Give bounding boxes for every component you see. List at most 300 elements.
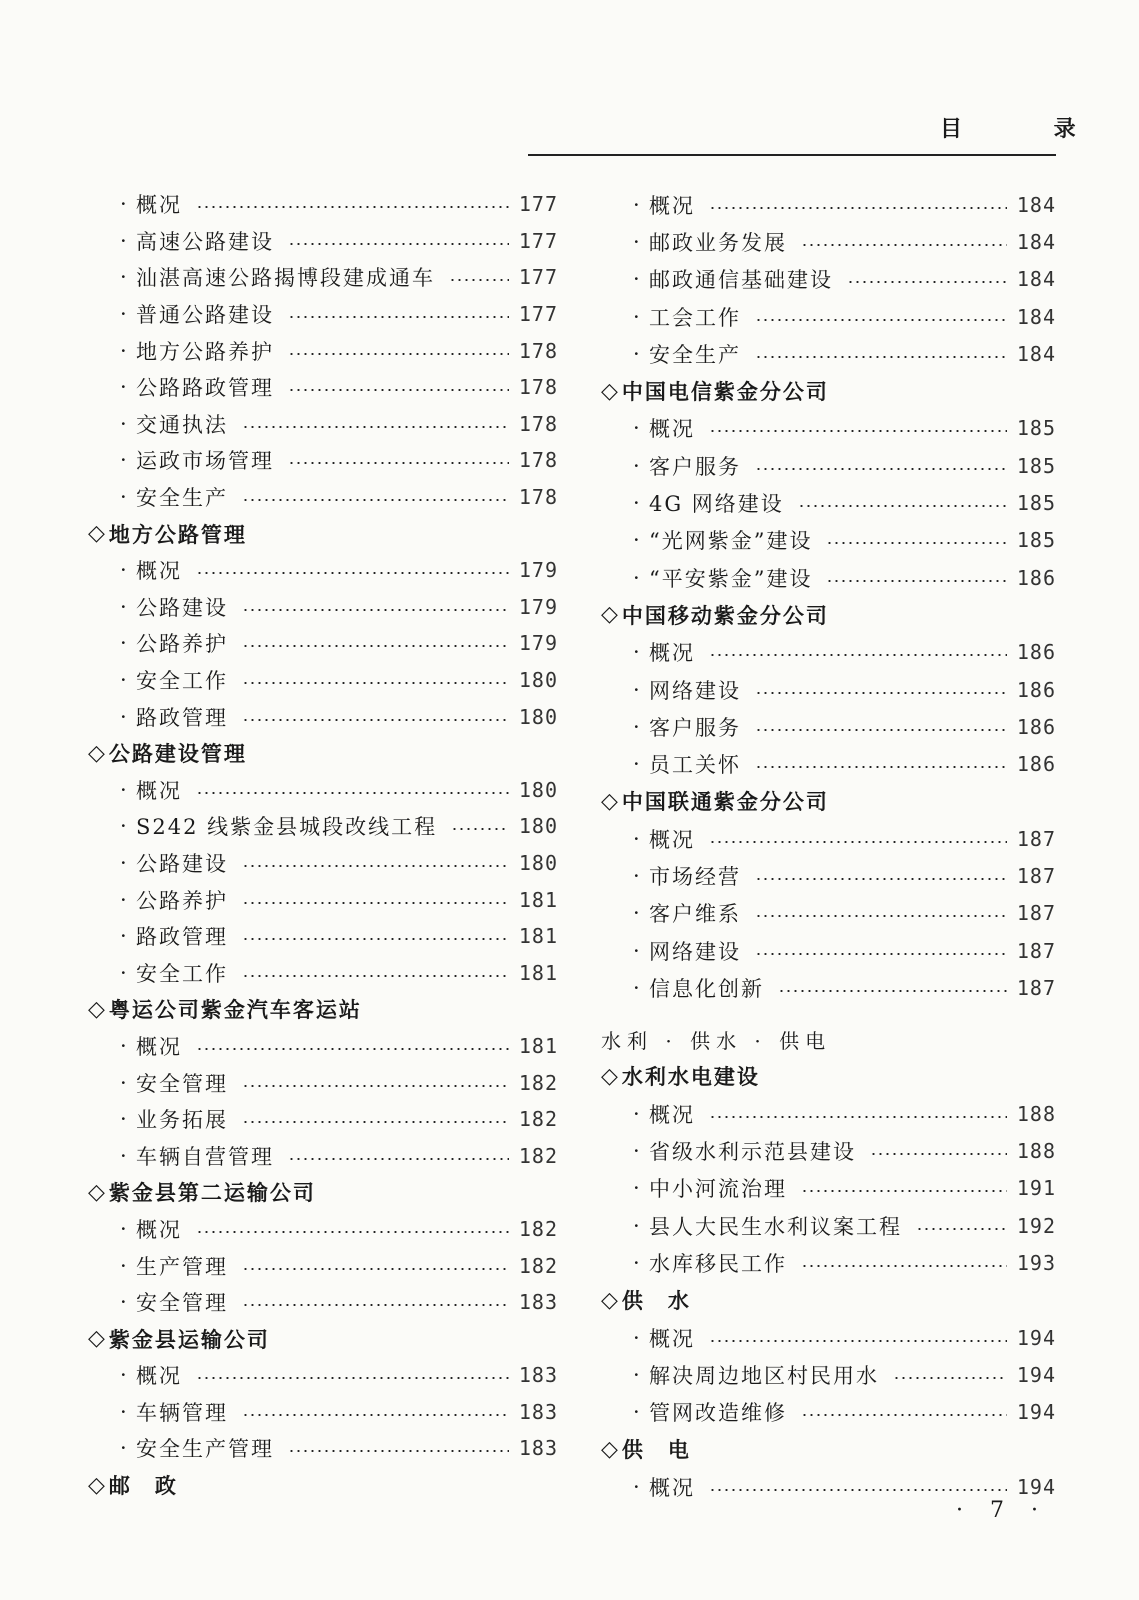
bullet-icon: · — [633, 1250, 640, 1275]
dot-leader — [755, 729, 1007, 731]
dot-leader — [755, 692, 1007, 694]
dot-leader — [242, 1268, 509, 1270]
dot-leader — [778, 990, 1007, 992]
toc-entry-page: 194 — [1016, 1474, 1056, 1499]
toc-entry-page: 187 — [1016, 901, 1056, 926]
toc-entry[interactable] — [88, 698, 558, 735]
toc-section-label: 邮 政 — [108, 1474, 178, 1499]
bullet-icon: · — [120, 1143, 127, 1168]
diamond-icon: ◇ — [88, 740, 107, 766]
toc-entry[interactable] — [88, 954, 558, 991]
bullet-icon: · — [120, 558, 127, 583]
toc-entry-page: 187 — [1016, 826, 1056, 851]
toc-entry-label: 普通公路建设 — [136, 303, 274, 328]
toc-entry[interactable] — [601, 1095, 1056, 1132]
toc-entry-label: 网络建设 — [649, 939, 741, 964]
toc-entry-page: 182 — [518, 1107, 558, 1132]
toc-entry[interactable] — [88, 1028, 558, 1065]
toc-entry-label: 客户服务 — [649, 715, 741, 740]
toc-entry[interactable] — [601, 708, 1056, 745]
bullet-icon: · — [633, 752, 640, 777]
bullet-icon: · — [120, 338, 127, 363]
toc-entry[interactable] — [601, 932, 1056, 969]
dot-leader — [801, 244, 1007, 246]
toc-entry[interactable] — [88, 918, 558, 955]
toc-entry[interactable] — [601, 447, 1056, 484]
toc-entry-page: 180 — [518, 777, 558, 802]
toc-entry[interactable] — [601, 484, 1056, 521]
toc-entry-page: 178 — [518, 411, 558, 436]
toc-entry-page: 192 — [1016, 1213, 1056, 1238]
toc-entry-page: 188 — [1016, 1139, 1056, 1164]
dot-leader — [242, 938, 509, 940]
dot-leader — [196, 1048, 509, 1050]
dot-leader — [826, 580, 1006, 582]
bullet-icon: · — [633, 1101, 640, 1126]
toc-entry-label: 概况 — [649, 193, 695, 218]
toc-section-label: 供 电 — [621, 1438, 691, 1463]
toc-section-label: 公路建设管理 — [108, 742, 247, 767]
toc-section-label: 紫金县第二运输公司 — [108, 1181, 316, 1206]
dot-leader — [893, 1377, 1007, 1379]
toc-entry-label: 县人大民生水利议案工程 — [649, 1214, 902, 1239]
toc-entry-label: 概况 — [649, 417, 695, 442]
toc-entry[interactable] — [88, 296, 558, 333]
dot-leader — [242, 1304, 509, 1306]
toc-entry-label: 公路养护 — [136, 632, 228, 657]
bullet-icon: · — [120, 1290, 127, 1315]
bullet-icon: · — [120, 1253, 127, 1278]
bullet-icon: · — [633, 1139, 640, 1164]
toc-section-heading[interactable] — [601, 1058, 1056, 1095]
toc-entry[interactable] — [88, 1064, 558, 1101]
toc-entry-page: 186 — [1016, 640, 1056, 665]
dot-leader — [709, 207, 1007, 209]
toc-section-label: 水利水电建设 — [621, 1065, 760, 1090]
toc-entry-page: 184 — [1016, 304, 1056, 329]
toc-entry-label: 概况 — [136, 1364, 182, 1389]
dot-leader — [196, 206, 509, 208]
toc-entry[interactable] — [88, 369, 558, 406]
toc-entry[interactable] — [88, 625, 558, 662]
bullet-icon: · — [120, 1363, 127, 1388]
dot-leader — [196, 792, 509, 794]
bullet-icon: · — [120, 302, 127, 327]
bullet-icon: · — [633, 565, 640, 590]
toc-section-heading[interactable] — [601, 596, 1056, 633]
dot-leader — [242, 645, 509, 647]
toc-entry-page: 183 — [518, 1363, 558, 1388]
toc-entry-label: 公路建设 — [136, 851, 228, 876]
toc-entry-label: 概况 — [649, 1102, 695, 1127]
toc-entry-page: 180 — [518, 704, 558, 729]
bullet-icon: · — [120, 668, 127, 693]
toc-section-heading[interactable] — [88, 515, 558, 552]
toc-entry-label: 高速公路建设 — [136, 229, 274, 254]
bullet-icon: · — [120, 814, 127, 839]
bullet-icon: · — [120, 850, 127, 875]
toc-entry-label: 概况 — [649, 1475, 695, 1500]
toc-entry-page: 185 — [1016, 453, 1056, 478]
toc-entry-label: 4G 网络建设 — [649, 492, 784, 517]
bullet-icon: · — [120, 704, 127, 729]
dot-leader — [242, 719, 509, 721]
bullet-icon: · — [120, 960, 127, 985]
toc-entry-label: 概况 — [649, 641, 695, 666]
toc-section-label: 紫金县运输公司 — [108, 1327, 270, 1352]
dot-leader — [288, 462, 509, 464]
toc-entry-page: 180 — [518, 668, 558, 693]
bullet-icon: · — [120, 1033, 127, 1058]
toc-entry-label: “光网紫金”建设 — [649, 529, 813, 554]
dot-leader — [288, 1158, 509, 1160]
dot-leader — [755, 319, 1007, 321]
dot-leader — [801, 1414, 1007, 1416]
bullet-icon: · — [120, 411, 127, 436]
diamond-icon: ◇ — [88, 1179, 107, 1205]
bullet-icon: · — [120, 1107, 127, 1132]
dot-leader — [798, 505, 1007, 507]
diamond-icon: ◇ — [601, 1436, 620, 1462]
toc-entry-label: 管网改造维修 — [649, 1401, 787, 1426]
page-number: · 7 · — [956, 1498, 1048, 1523]
dot-leader — [755, 356, 1007, 358]
bullet-icon: · — [120, 594, 127, 619]
toc-entry[interactable] — [88, 808, 558, 845]
bullet-icon: · — [120, 448, 127, 473]
toc-section-heading[interactable] — [88, 1467, 558, 1504]
toc-entry-page: 181 — [518, 1033, 558, 1058]
dot-leader — [449, 279, 509, 281]
dot-leader — [288, 1450, 509, 1452]
toc-entry-label: 路政管理 — [136, 705, 228, 730]
toc-entry[interactable] — [601, 1319, 1056, 1356]
bullet-icon: · — [120, 192, 127, 217]
toc-entry-page: 182 — [518, 1070, 558, 1095]
dot-leader — [709, 1489, 1007, 1491]
toc-entry-label: 安全管理 — [136, 1071, 228, 1096]
toc-entry-page: 179 — [518, 558, 558, 583]
dot-leader — [916, 1228, 1007, 1230]
toc-section-heading[interactable] — [88, 991, 558, 1028]
toc-entry-page: 191 — [1016, 1176, 1056, 1201]
bullet-icon: · — [120, 777, 127, 802]
toc-entry[interactable] — [88, 881, 558, 918]
toc-entry[interactable] — [88, 479, 558, 516]
dot-leader — [847, 281, 1007, 283]
dot-leader — [801, 1190, 1007, 1192]
toc-section-heading[interactable] — [88, 1320, 558, 1357]
dot-leader — [288, 353, 509, 355]
toc-entry-page: 184 — [1016, 267, 1056, 292]
toc-entry-label: 信息化创新 — [649, 976, 764, 1001]
toc-entry-label: 路政管理 — [136, 925, 228, 950]
diamond-icon: ◇ — [88, 521, 107, 547]
dot-leader — [709, 654, 1007, 656]
toc-section-heading[interactable] — [601, 1282, 1056, 1319]
header-rule — [528, 154, 1056, 156]
toc-entry[interactable] — [601, 1356, 1056, 1393]
toc-entry[interactable] — [88, 223, 558, 260]
toc-entry[interactable] — [601, 1170, 1056, 1207]
toc-entry-page: 181 — [518, 887, 558, 912]
diamond-icon: ◇ — [601, 378, 620, 404]
toc-entry[interactable] — [88, 1357, 558, 1394]
toc-entry[interactable] — [88, 1101, 558, 1138]
toc-section-label: 粤运公司紫金汽车客运站 — [108, 998, 362, 1023]
toc-category-heading: 水利 · 供水 · 供电 — [601, 1028, 832, 1053]
bullet-icon: · — [633, 1213, 640, 1238]
toc-entry-page: 185 — [1016, 491, 1056, 516]
toc-entry[interactable] — [601, 335, 1056, 372]
toc-entry-page: 186 — [1016, 677, 1056, 702]
dot-leader — [709, 430, 1007, 432]
diamond-icon: ◇ — [601, 788, 620, 814]
dot-leader — [242, 426, 509, 428]
toc-entry-page: 182 — [518, 1216, 558, 1241]
dot-leader — [755, 878, 1007, 880]
toc-entry-label: 安全生产管理 — [136, 1437, 274, 1462]
toc-entry-page: 186 — [1016, 565, 1056, 590]
toc-section-heading[interactable] — [88, 1174, 558, 1211]
toc-entry-page: 178 — [518, 375, 558, 400]
toc-entry[interactable] — [601, 745, 1056, 782]
toc-entry-label: 概况 — [136, 1217, 182, 1242]
toc-entry[interactable] — [88, 1137, 558, 1174]
dot-leader — [870, 1153, 1007, 1155]
dot-leader — [242, 865, 509, 867]
dot-leader — [196, 1231, 509, 1233]
toc-entry-page: 182 — [518, 1143, 558, 1168]
toc-entry[interactable] — [88, 1394, 558, 1431]
toc-entry[interactable] — [88, 772, 558, 809]
toc-entry-page: 180 — [518, 814, 558, 839]
toc-entry[interactable] — [601, 261, 1056, 298]
toc-entry-page: 179 — [518, 594, 558, 619]
bullet-icon: · — [120, 1399, 127, 1424]
toc-entry-page: 187 — [1016, 975, 1056, 1000]
toc-section-heading[interactable] — [601, 783, 1056, 820]
toc-entry-label: “平安紫金”建设 — [649, 566, 813, 591]
bullet-icon: · — [120, 375, 127, 400]
toc-entry-label: 邮政业务发展 — [649, 230, 787, 255]
toc-entry[interactable] — [88, 845, 558, 882]
dot-leader — [826, 542, 1006, 544]
toc-entry[interactable] — [601, 820, 1056, 857]
toc-entry[interactable] — [88, 186, 558, 223]
toc-section-heading[interactable] — [88, 735, 558, 772]
toc-entry-label: 概况 — [136, 778, 182, 803]
toc-entry[interactable] — [601, 857, 1056, 894]
bullet-icon: · — [120, 1436, 127, 1461]
toc-entry-page: 193 — [1016, 1250, 1056, 1275]
toc-entry-label: 车辆管理 — [136, 1400, 228, 1425]
dot-leader — [242, 1085, 509, 1087]
dot-leader — [709, 1116, 1007, 1118]
toc-entry-label: 安全工作 — [136, 669, 228, 694]
dot-leader — [242, 682, 509, 684]
toc-entry-label: 水库移民工作 — [649, 1251, 787, 1276]
toc-entry-page: 186 — [1016, 714, 1056, 739]
bullet-icon: · — [633, 863, 640, 888]
toc-entry[interactable] — [88, 259, 558, 296]
toc-section-heading[interactable] — [601, 1431, 1056, 1468]
toc-section-label: 供 水 — [621, 1289, 691, 1314]
toc-entry-label: 公路路政管理 — [136, 376, 274, 401]
toc-entry-page: 184 — [1016, 192, 1056, 217]
bullet-icon: · — [633, 640, 640, 665]
toc-entry-label: 生产管理 — [136, 1254, 228, 1279]
diamond-icon: ◇ — [88, 1326, 107, 1352]
bullet-icon: · — [120, 887, 127, 912]
dot-leader — [196, 1377, 509, 1379]
dot-leader — [288, 243, 509, 245]
bullet-icon: · — [633, 341, 640, 366]
bullet-icon: · — [120, 265, 127, 290]
toc-entry-label: 安全管理 — [136, 1291, 228, 1316]
toc-entry[interactable] — [88, 332, 558, 369]
toc-entry[interactable] — [88, 1430, 558, 1467]
bullet-icon: · — [633, 1474, 640, 1499]
toc-entry-label: 概况 — [649, 1326, 695, 1351]
toc-entry[interactable] — [601, 1132, 1056, 1169]
diamond-icon: ◇ — [88, 1472, 107, 1498]
toc-entry[interactable] — [601, 410, 1056, 447]
toc-entry-label: 车辆自营管理 — [136, 1144, 274, 1169]
toc-entry-label: 安全生产 — [649, 342, 741, 367]
toc-entry-label: 安全工作 — [136, 961, 228, 986]
toc-entry[interactable] — [601, 969, 1056, 1006]
toc-entry-page: 185 — [1016, 416, 1056, 441]
toc-entry-label: S242 线紫金县城段改线工程 — [136, 815, 438, 840]
toc-entry-label: 客户服务 — [649, 454, 741, 479]
toc-section-label: 中国移动紫金分公司 — [621, 603, 829, 628]
bullet-icon: · — [633, 192, 640, 217]
toc-entry-label: 网络建设 — [649, 678, 741, 703]
toc-entry-page: 194 — [1016, 1325, 1056, 1350]
toc-entry-page: 177 — [518, 228, 558, 253]
toc-entry[interactable] — [601, 1207, 1056, 1244]
toc-entry-page: 194 — [1016, 1400, 1056, 1425]
toc-entry-page: 187 — [1016, 938, 1056, 963]
diamond-icon: ◇ — [88, 996, 107, 1022]
bullet-icon: · — [633, 938, 640, 963]
toc-entry-page: 183 — [518, 1399, 558, 1424]
bullet-icon: · — [633, 229, 640, 254]
bullet-icon: · — [633, 975, 640, 1000]
toc-entry-label: 概况 — [136, 193, 182, 218]
toc-entry[interactable] — [88, 1284, 558, 1321]
toc-right-column — [601, 186, 1056, 1505]
dot-leader — [242, 1121, 509, 1123]
toc-entry-page: 178 — [518, 448, 558, 473]
toc-entry-page: 179 — [518, 631, 558, 656]
toc-entry-label: 概况 — [649, 827, 695, 852]
bullet-icon: · — [120, 485, 127, 510]
toc-section-heading[interactable] — [601, 372, 1056, 409]
toc-entry[interactable] — [601, 186, 1056, 223]
toc-entry[interactable] — [88, 662, 558, 699]
dot-leader — [288, 316, 509, 318]
toc-entry-label: 交通执法 — [136, 412, 228, 437]
bullet-icon: · — [120, 1216, 127, 1241]
toc-entry-page: 181 — [518, 924, 558, 949]
bullet-icon: · — [633, 491, 640, 516]
toc-entry-label: 解决周边地区村民用水 — [649, 1363, 879, 1388]
toc-entry-page: 184 — [1016, 341, 1056, 366]
toc-entry-page: 184 — [1016, 229, 1056, 254]
toc-entry-label: 公路建设 — [136, 595, 228, 620]
toc-entry[interactable] — [88, 442, 558, 479]
toc-left-column — [88, 186, 558, 1503]
toc-entry[interactable] — [88, 552, 558, 589]
toc-entry-label: 概况 — [136, 1034, 182, 1059]
toc-entry-page: 186 — [1016, 752, 1056, 777]
bullet-icon: · — [633, 901, 640, 926]
dot-leader — [755, 468, 1007, 470]
toc-section-label: 中国电信紫金分公司 — [621, 380, 829, 405]
toc-entry-page: 194 — [1016, 1362, 1056, 1387]
toc-entry[interactable] — [88, 406, 558, 443]
toc-entry-label: 汕湛高速公路揭博段建成通车 — [136, 266, 435, 291]
toc-entry-label: 安全生产 — [136, 486, 228, 511]
bullet-icon: · — [633, 1400, 640, 1425]
toc-entry-label: 概况 — [136, 559, 182, 584]
dot-leader — [451, 828, 509, 830]
bullet-icon: · — [633, 1362, 640, 1387]
toc-entry-label: 业务拓展 — [136, 1108, 228, 1133]
toc-entry[interactable] — [601, 298, 1056, 335]
toc-entry-label: 工会工作 — [649, 305, 741, 330]
toc-entry-page: 188 — [1016, 1101, 1056, 1126]
toc-entry[interactable] — [601, 671, 1056, 708]
dot-leader — [755, 766, 1007, 768]
toc-entry-label: 中小河流治理 — [649, 1177, 787, 1202]
toc-entry[interactable] — [601, 1244, 1056, 1281]
bullet-icon: · — [633, 1176, 640, 1201]
toc-entry[interactable] — [601, 522, 1056, 559]
bullet-icon: · — [633, 677, 640, 702]
bullet-icon: · — [633, 1325, 640, 1350]
toc-entry[interactable] — [88, 589, 558, 626]
bullet-icon: · — [633, 267, 640, 292]
toc-entry-page: 178 — [518, 485, 558, 510]
toc-entry-page: 180 — [518, 850, 558, 875]
toc-entry[interactable] — [601, 559, 1056, 596]
toc-entry[interactable] — [601, 895, 1056, 932]
dot-leader — [242, 1414, 509, 1416]
toc-entry-label: 邮政通信基础建设 — [649, 268, 833, 293]
bullet-icon: · — [120, 631, 127, 656]
toc-entry[interactable] — [601, 223, 1056, 260]
bullet-icon: · — [633, 528, 640, 553]
toc-entry[interactable] — [601, 634, 1056, 671]
diamond-icon: ◇ — [601, 1063, 620, 1089]
toc-entry[interactable] — [88, 1247, 558, 1284]
dot-leader — [242, 609, 509, 611]
toc-section-label: 中国联通紫金分公司 — [621, 790, 829, 815]
toc-entry[interactable] — [601, 1394, 1056, 1431]
toc-entry-page: 177 — [518, 265, 558, 290]
toc-entry-label: 地方公路养护 — [136, 339, 274, 364]
toc-entry-page: 183 — [518, 1436, 558, 1461]
toc-entry-label: 市场经营 — [649, 864, 741, 889]
toc-entry[interactable] — [88, 1211, 558, 1248]
dot-leader — [801, 1265, 1007, 1267]
dot-leader — [242, 975, 509, 977]
bullet-icon: · — [633, 453, 640, 478]
bullet-icon: · — [633, 714, 640, 739]
